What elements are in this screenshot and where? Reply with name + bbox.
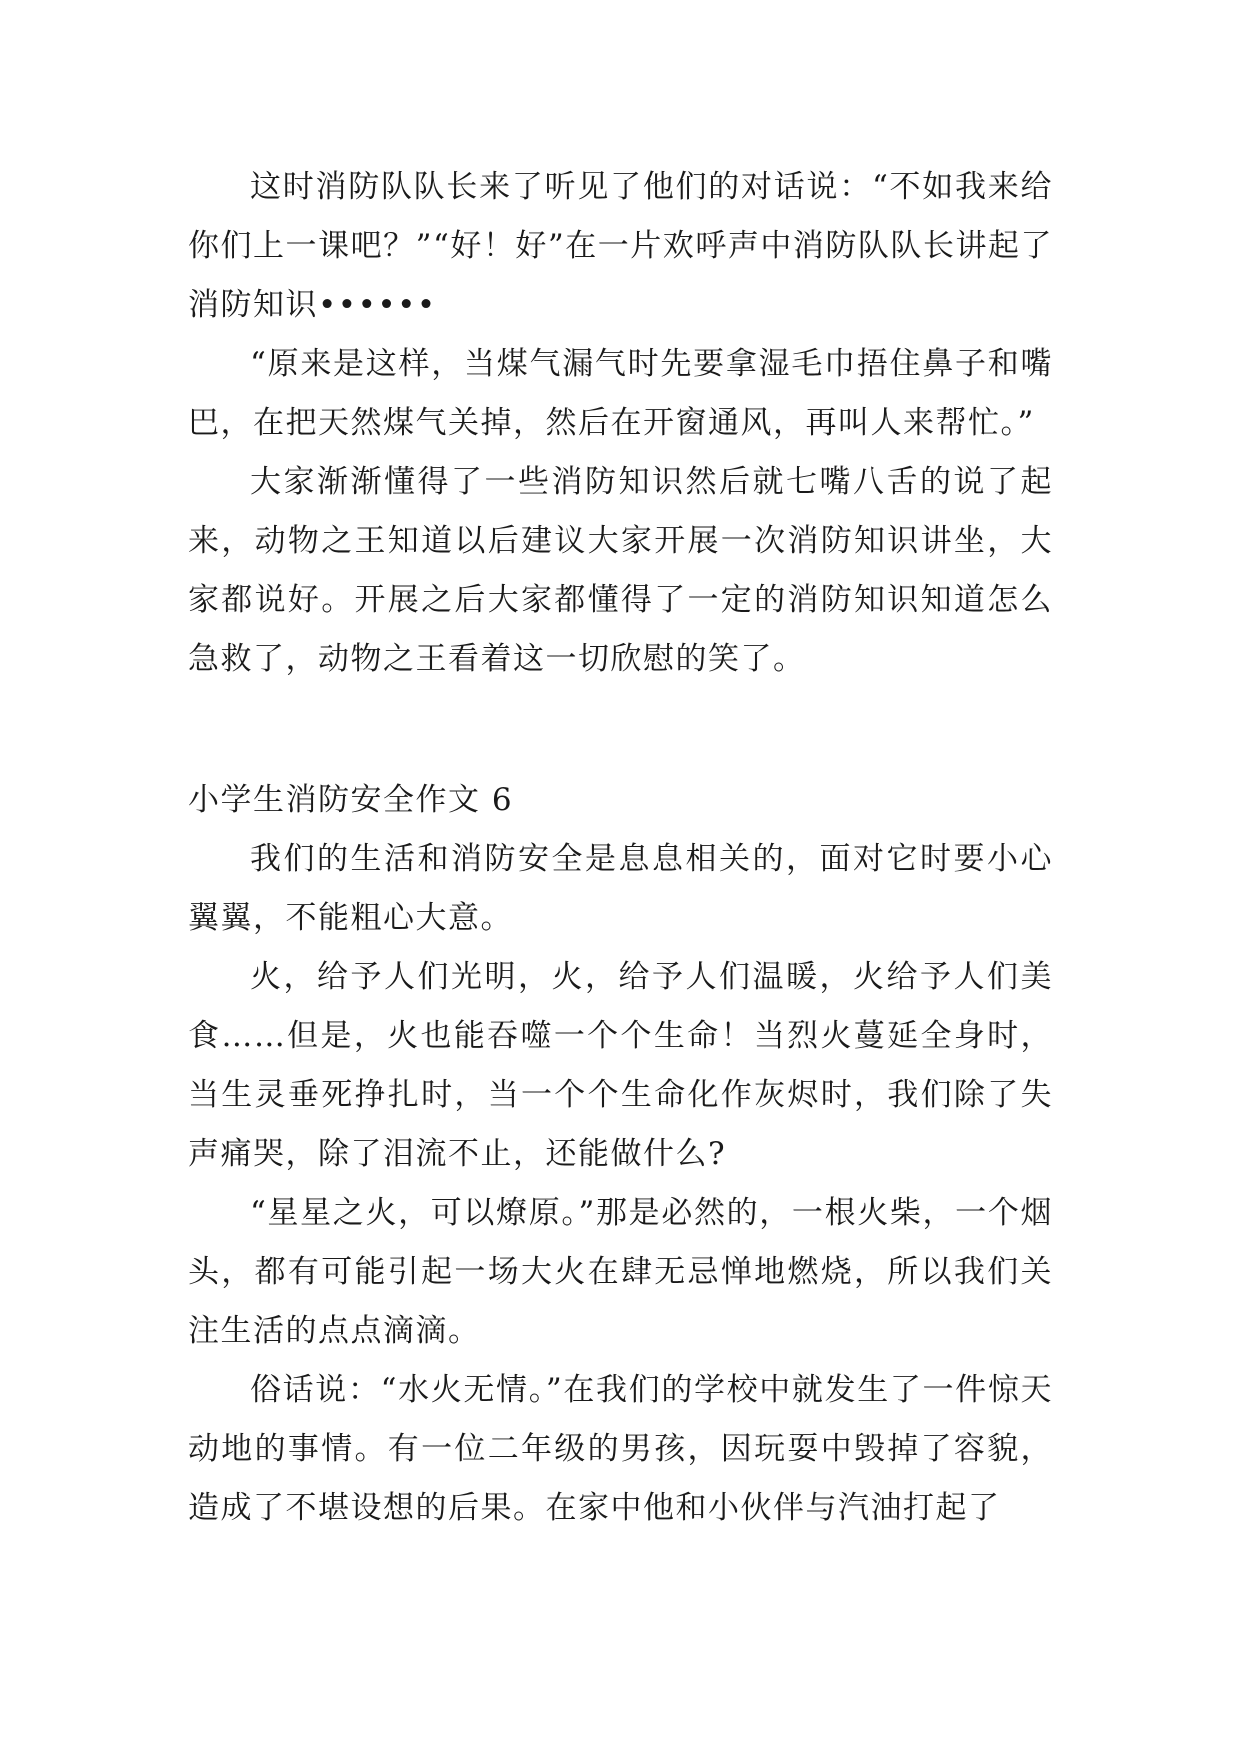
paragraph-gas-leak-advice: “原来是这样，当煤气漏气时先要拿湿毛巾捂住鼻子和嘴巴，在把天然煤气关掉，然后在开窗通风，再叫人来帮忙。” <box>188 346 1053 441</box>
paragraph-school-incident: 俗话说：“水火无情。”在我们的学校中就发生了一件惊天动地的事情。有一位二年级的男孩，因玩耍中毁掉了容貌，造成了不堪设想的后果。在家中他和小伙伴与汽油打起了 <box>188 1372 1053 1526</box>
paragraph-safety-intro: 我们的生活和消防安全是息息相关的，面对它时要小心翼翼，不能粗心大意。 <box>188 841 1053 936</box>
paragraph-firefighter-lesson: 这时消防队队长来了听见了他们的对话说：“不如我来给你们上一课吧？”“好！好”在一片欢呼声中消防队队长讲起了消防知识•••••• <box>188 169 1053 323</box>
section-heading: 小学生消防安全作文 6 <box>188 782 514 818</box>
paragraph-fire-knowledge-lecture: 大家渐渐懂得了一些消防知识然后就七嘴八舌的说了起来，动物之王知道以后建议大家开展一次消防知识讲坐，大家都说好。开展之后大家都懂得了一定的消防知识知道怎么急救了，动物之王看着这一切欣慰的笑了。 <box>188 464 1053 677</box>
section-spacer <box>188 689 1053 771</box>
paragraph-fire-gifts: 火，给予人们光明，火，给予人们温暖，火给予人们美食……但是，火也能吞噬一个个生命！当烈火蔓延全身时，当生灵垂死挣扎时，当一个个生命化作灰烬时，我们除了失声痛哭，除了泪流不止，还能做什么? <box>188 959 1053 1172</box>
paragraph-single-spark: “星星之火，可以燎原。”那是必然的，一根火柴，一个烟头，都有可能引起一场大火在肆无忌惮地燃烧，所以我们关注生活的点点滴滴。 <box>188 1195 1053 1349</box>
document-page <box>188 158 1053 1538</box>
